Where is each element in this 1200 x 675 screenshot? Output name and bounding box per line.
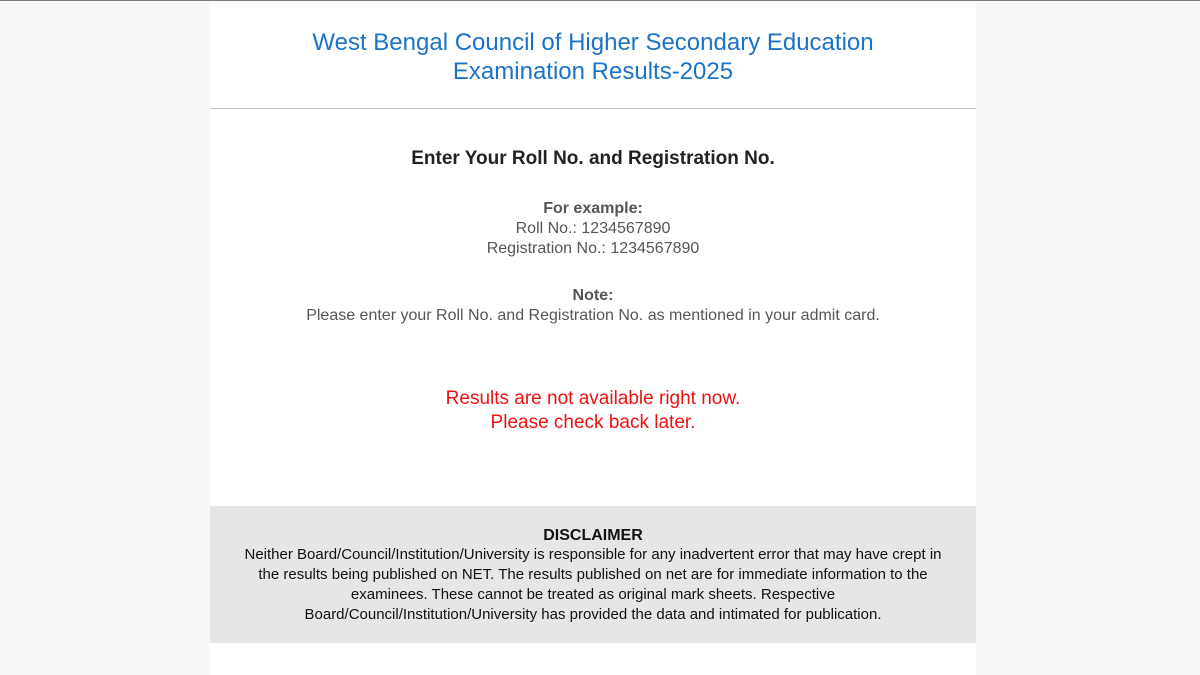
status-line-1: Results are not available right now.: [445, 388, 741, 409]
disclaimer-title: DISCLAIMER: [543, 527, 643, 544]
status-line-2: Please check back later.: [490, 412, 696, 433]
example-roll: Roll No.: 1234567890: [515, 220, 671, 237]
note-text: Please enter your Roll No. and Registration No. as mentioned in your admit card.: [306, 307, 880, 324]
disclaimer-text: Neither Board/Council/Institution/University is responsible for any inadvertent error that may have crept in the results being published on NET. The results published on net are for immediate information to the examinees. These cannot be treated as original mark sheets. Respective Board/Council/Institution/University has provided the data and intimated for publication.: [244, 546, 942, 623]
council-title: West Bengal Council of Higher Secondary Education: [312, 29, 874, 56]
form-heading: Enter Your Roll No. and Registration No.: [411, 148, 775, 169]
note-block: [210, 286, 976, 326]
results-title: Examination Results-2025: [452, 58, 734, 85]
page-header: [210, 1, 976, 109]
results-unavailable-message: [210, 387, 976, 435]
example-block: [210, 199, 976, 259]
results-page: [210, 1, 976, 675]
note-label: Note:: [572, 287, 614, 304]
example-registration: Registration No.: 1234567890: [486, 240, 700, 257]
disclaimer-box: [210, 506, 976, 643]
example-label: For example:: [543, 200, 643, 217]
